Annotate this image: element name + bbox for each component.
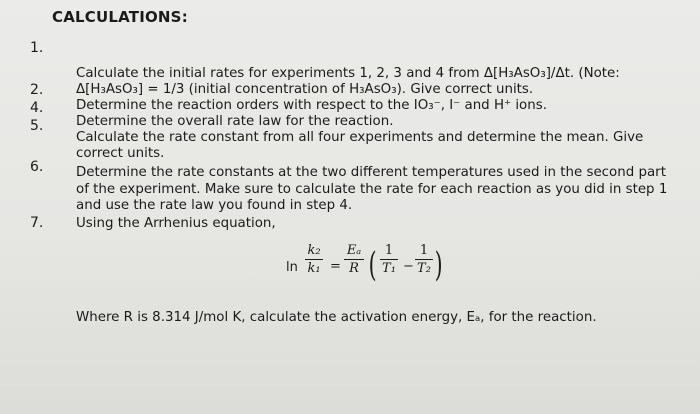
item-1-line-2: Δ[H₃AsO₃] = 1/3 (initial concentration of H₃AsO₃). Give correct units.: [76, 82, 534, 97]
item-number-1: 1.: [30, 40, 44, 56]
item-number-6: 6.: [30, 159, 44, 175]
item-number-2: 2.: [30, 82, 44, 98]
left-paren: (: [368, 245, 377, 285]
item-5-line-1: Calculate the rate constant from all four experiments and determine the mean. Give: [76, 130, 644, 145]
equals-sign: =: [330, 259, 341, 274]
t2-fraction: [415, 243, 433, 276]
item-6-line-3: and use the rate law you found in step 4.: [76, 198, 353, 213]
k2-label: k₂: [307, 243, 321, 258]
item-6-line-2: of the experiment. Make sure to calculate the rate for each reaction as you did in step 1: [76, 182, 668, 197]
t1-numerator: 1: [384, 243, 394, 258]
item-number-5: 5.: [30, 118, 44, 134]
item-1-line-1: Calculate the initial rates for experiments 1, 2, 3 and 4 from Δ[H₃AsO₃]/Δt. (Note:: [76, 66, 620, 81]
energy-fraction: [344, 243, 364, 276]
arrhenius-equation: [286, 243, 486, 291]
t1-fraction: [380, 243, 398, 276]
rate-ratio-fraction: [305, 243, 323, 276]
r-label: R: [349, 261, 359, 276]
item-number-4: 4.: [30, 100, 44, 116]
ea-label: Eₐ: [346, 243, 362, 258]
page-title: CALCULATIONS:: [52, 8, 188, 26]
item-5-line-2: correct units.: [76, 146, 165, 161]
minus-sign: −: [403, 259, 414, 274]
item-7-line-1: Using the Arrhenius equation,: [76, 216, 276, 231]
ln-label: ln: [286, 260, 298, 275]
item-number-7: 7.: [30, 215, 44, 231]
item-4-line-1: Determine the overall rate law for the reaction.: [76, 114, 394, 129]
activation-energy-instruction: Where R is 8.314 J/mol K, calculate the activation energy, Eₐ, for the reaction.: [76, 310, 597, 325]
item-2-line-1: Determine the reaction orders with respect to the IO₃⁻, I⁻ and H⁺ ions.: [76, 98, 547, 113]
right-paren: ): [434, 245, 443, 285]
t2-label: T₂: [417, 261, 431, 276]
t2-numerator: 1: [419, 243, 429, 258]
k1-label: k₁: [307, 261, 321, 276]
t1-label: T₁: [382, 261, 396, 276]
item-6-line-1: Determine the rate constants at the two different temperatures used in the second part: [76, 165, 666, 180]
